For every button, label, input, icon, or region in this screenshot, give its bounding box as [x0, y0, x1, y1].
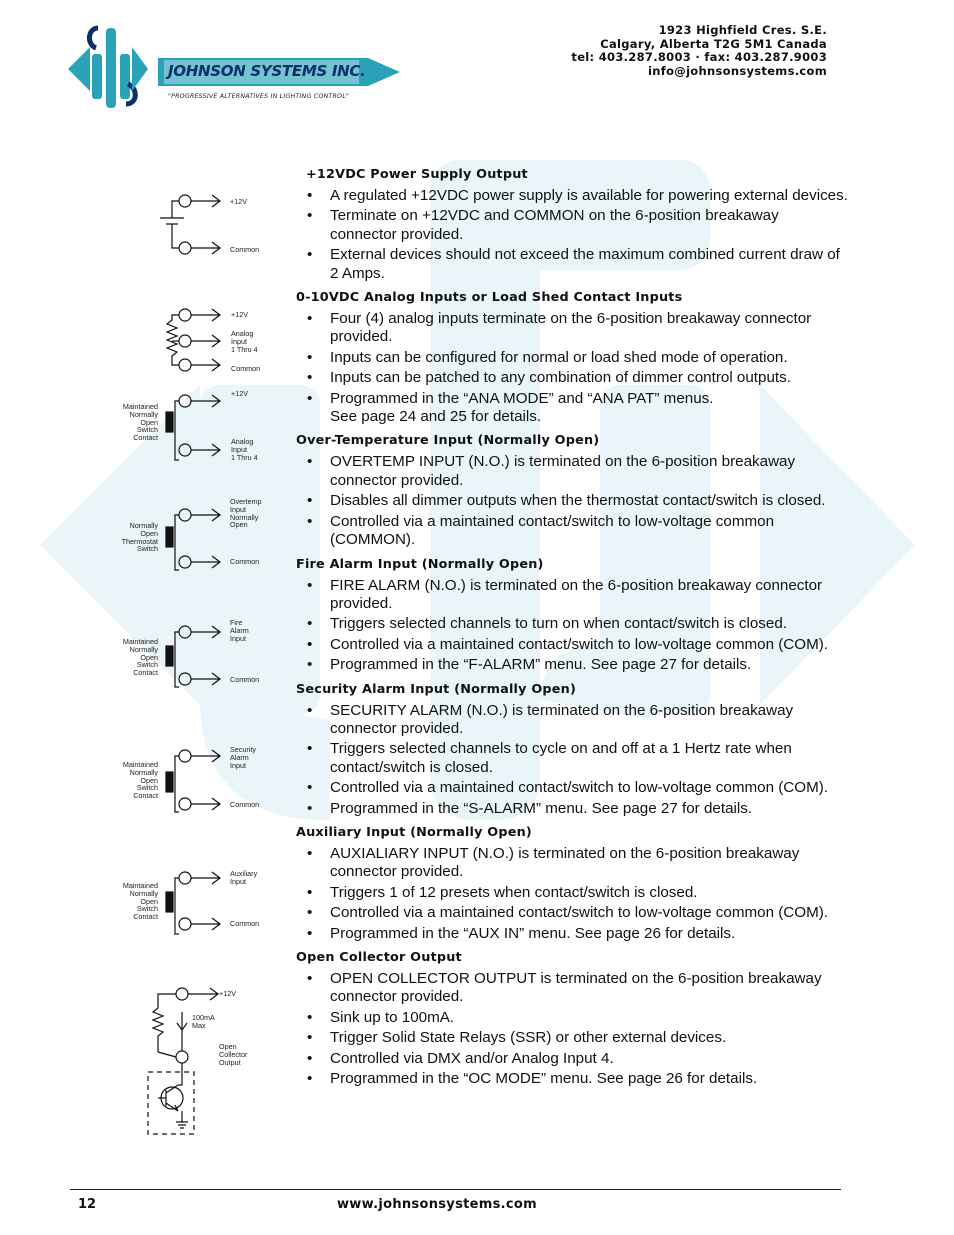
bullet-item: • Programmed in the “OC MODE” menu. See page 26 for details. [296, 1070, 848, 1088]
section-title: Open Collector Output [296, 950, 462, 965]
bullet-item: • Controlled via DMX and/or Analog Input 4. [296, 1050, 848, 1068]
bullet-item: • SECURITY ALARM (N.O.) is terminated on the 6-position breakaway connector provided. [296, 702, 848, 739]
bullet-item: • FIRE ALARM (N.O.) is terminated on the 6-position breakaway connector provided. [296, 577, 848, 614]
label-thermostat-switch: Normally Open Thermostat Switch [121, 521, 158, 554]
bullet-item: • Triggers selected channels to cycle on and off at a 1 Hertz rate when contact/switch is closed. [296, 740, 848, 777]
section-analog-inputs [296, 289, 848, 426]
bullet-item: • Programmed in the “S-ALARM” menu. See page 27 for details. [296, 800, 848, 818]
label-overtemp-input: Overtemp Input Normally Open [230, 497, 262, 530]
bullet-item: • Controlled via a maintained contact/switch to low-voltage common (COM). [296, 636, 848, 654]
section-title: Auxiliary Input (Normally Open) [296, 824, 532, 840]
address-street: 1923 Highfield Cres. S.E. [658, 23, 827, 37]
open-collector-diagram [148, 988, 218, 1134]
label-plus12v-4: +12V [219, 989, 236, 998]
label-plus12v-2: +12V [231, 310, 248, 319]
page-number: 12 [78, 1197, 97, 1212]
section-fire-alarm [296, 556, 848, 675]
thermostat-switch-diagram [166, 509, 220, 570]
section-security-alarm [296, 681, 848, 818]
bullet-item: • External devices should not exceed the maximum combined current draw of 2 Amps. [296, 246, 848, 283]
bullet-item: • Triggers selected channels to turn on when contact/switch is closed. [296, 615, 848, 633]
company-name: JOHNSON SYSTEMS INC. [168, 62, 366, 80]
section-title: 0-10VDC Analog Inputs or Load Shed Contact Inputs [296, 290, 683, 306]
bullet-item: • Sink up to 100mA. [296, 1009, 848, 1027]
section-over-temperature [296, 432, 848, 549]
company-address [571, 24, 827, 78]
bullet-item: • Triggers 1 of 12 presets when contact/switch is closed. [296, 884, 848, 902]
label-maintained-switch-3: Maintained Normally Open Switch Contact [122, 760, 158, 801]
label-open-collector-output: Open Collector Output [219, 1042, 248, 1067]
label-common-5: Common [230, 800, 260, 809]
label-security-alarm-input: Security Alarm Input [230, 745, 256, 770]
fire-alarm-switch-diagram [166, 626, 220, 687]
bullet-item: • Controlled via a maintained contact/switch to low-voltage common (COM). [296, 904, 848, 922]
label-max-current: 100mA Max [192, 1013, 215, 1030]
label-plus12v-3: +12V [231, 389, 248, 398]
label-plus12v-1: +12V [230, 197, 247, 206]
section-auxiliary-input [296, 824, 848, 943]
bullet-item: • Inputs can be configured for normal or load shed mode of operation. [296, 349, 848, 367]
bullet-item: • Disables all dimmer outputs when the thermostat contact/switch is closed. [296, 492, 848, 510]
bullet-item: • Controlled via a maintained contact/switch to low-voltage common (COMMON). [296, 513, 848, 550]
label-common-4: Common [230, 675, 260, 684]
label-common-1: Common [230, 245, 260, 254]
label-common-2: Common [231, 364, 261, 373]
section-title: Over-Temperature Input (Normally Open) [296, 433, 600, 449]
bullet-item: • Terminate on +12VDC and COMMON on the 6-position breakaway connector provided. [296, 207, 848, 244]
company-tagline: "PROGRESSIVE ALTERNATIVES IN LIGHTING CONTROL" [168, 93, 349, 100]
bullet-item: • Inputs can be patched to any combination of dimmer control outputs. [296, 369, 848, 387]
bullet-item: • Programmed in the “ANA MODE” and “ANA PAT” menus. See page 24 and 25 for details. [296, 390, 848, 427]
address-phone: tel: 403.287.8003 · fax: 403.287.9003 [571, 50, 827, 64]
security-alarm-switch-diagram [166, 750, 220, 812]
label-analog-input-2: Analog Input 1 Thru 4 [231, 437, 258, 462]
auxiliary-switch-diagram [166, 872, 220, 934]
bullet-item: • OPEN COLLECTOR OUTPUT is terminated on the 6-position breakaway connector provided. [296, 970, 848, 1007]
bullet-item: • AUXIALIARY INPUT (N.O.) is terminated on the 6-position breakaway connector provided. [296, 845, 848, 882]
label-common-6: Common [230, 919, 260, 928]
power-supply-diagram [160, 195, 220, 254]
label-maintained-switch-4: Maintained Normally Open Switch Contact [122, 881, 158, 922]
footer-divider [70, 1189, 841, 1190]
bullet-item: • Controlled via a maintained contact/switch to low-voltage common (COM). [296, 779, 848, 797]
bullet-item: • Four (4) analog inputs terminate on the 6-position breakaway connector provided. [296, 310, 848, 347]
section-title: +12VDC Power Supply Output [306, 167, 528, 182]
section-title: Fire Alarm Input (Normally Open) [296, 556, 544, 572]
address-city: Calgary, Alberta T2G 5M1 Canada [600, 36, 827, 51]
label-fire-alarm-input: Fire Alarm Input [230, 618, 249, 643]
bullet-item: • A regulated +12VDC power supply is available for powering external devices. [296, 187, 848, 205]
section-power-supply [296, 166, 848, 283]
label-common-3: Common [230, 557, 260, 566]
bullet-item: • Programmed in the “AUX IN” menu. See page 26 for details. [296, 925, 848, 943]
label-maintained-switch-1: Maintained Normally Open Switch Contact [122, 402, 158, 443]
label-maintained-switch-2: Maintained Normally Open Switch Contact [122, 637, 158, 678]
section-open-collector [296, 949, 848, 1088]
label-auxiliary-input: Auxiliary Input [230, 869, 258, 886]
label-analog-input-1: Analog Input 1 Thru 4 [231, 329, 258, 354]
analog-potentiometer-diagram [167, 309, 220, 371]
section-title: Security Alarm Input (Normally Open) [296, 681, 577, 697]
bullet-item: • Programmed in the “F-ALARM” menu. See page 27 for details. [296, 656, 848, 674]
spec-content [296, 166, 848, 1094]
analog-switch-diagram [166, 395, 220, 460]
address-email: info@johnsonsystems.com [648, 63, 827, 78]
footer-website-link[interactable]: www.johnsonsystems.com [337, 1197, 537, 1212]
bullet-item: • OVERTEMP INPUT (N.O.) is terminated on the 6-position breakaway connector provided. [296, 453, 848, 490]
bullet-item: • Trigger Solid State Relays (SSR) or other external devices. [296, 1029, 848, 1047]
